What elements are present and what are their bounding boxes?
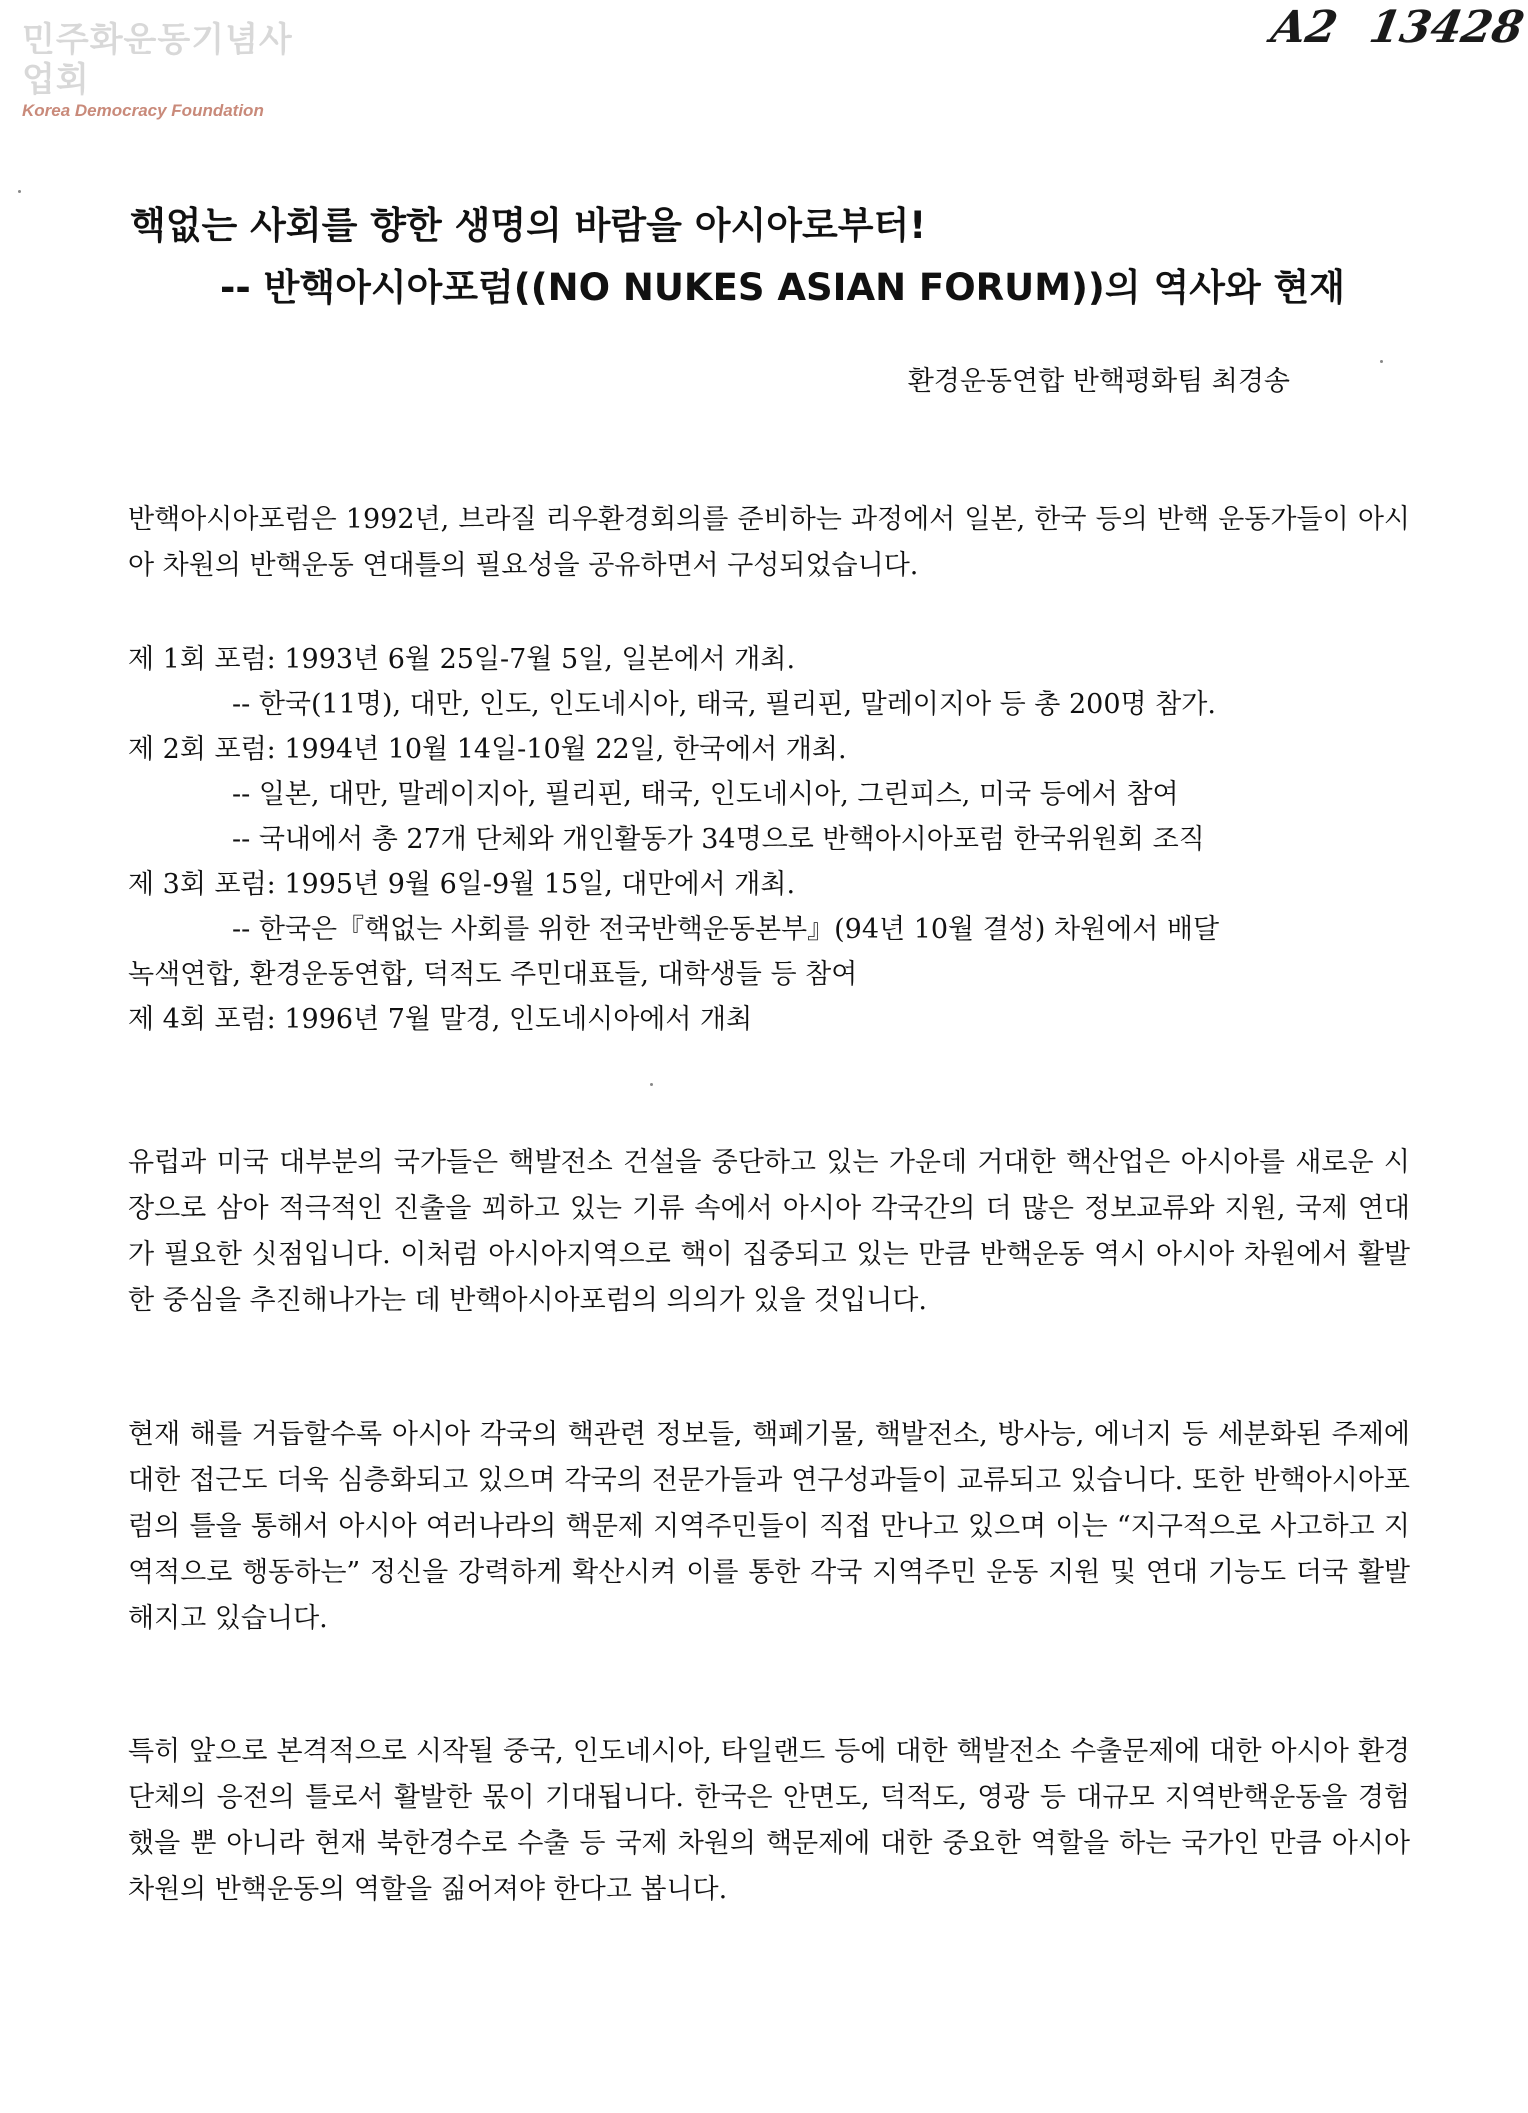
archive-stamp-number: 13428	[1365, 2, 1528, 53]
paragraph-text: 유럽과 미국 대부분의 국가들은 핵발전소 건설을 중단하고 있는 가운데 거대한 핵산업은 아시아를 새로운 시장으로 삼아 적극적인 진출을 꾀하고 있는 기류 속에서 아시아 각국간의 더 많은 정보교류와 지원, 국제 연대가 필요한 싯점입니다. 이처럼 아시아지역으로 핵이 집중되고 있는 만큼 반핵운동 역시 아시아 차원에서 활발한 중심을 추진해나가는 데 반핵아시아포럼의 의의가 있을 것입니다.	[128, 1147, 1410, 1316]
archive-stamp-prefix: A2	[1267, 2, 1342, 53]
intro-text: 반핵아시아포럼은 1992년, 브라질 리우환경회의를 준비하는 과정에서 일본, 한국 등의 반핵 운동가들이 아시아 차원의 반핵운동 연대틀의 필요성을 공유하면서 구성되었습니다.	[128, 504, 1410, 581]
author-line: 환경운동연합 반핵평화팀 최경송	[907, 366, 1290, 397]
intro-paragraph	[128, 497, 1410, 589]
forum-line: -- 한국은『핵없는 사회를 위한 전국반핵운동본부』(94년 10월 결성) 차원에서 배달	[232, 914, 1220, 945]
scan-speck	[1380, 360, 1383, 363]
body-paragraph-1	[128, 1140, 1410, 1324]
forum-line: -- 한국(11명), 대만, 인도, 인도네시아, 태국, 필리핀, 말레이지아 등 총 200명 참가.	[232, 689, 1216, 720]
forum-line: 제 2회 포럼: 1994년 10월 14일-10월 22일, 한국에서 개최.	[128, 734, 847, 765]
paragraph-text: 특히 앞으로 본격적으로 시작될 중국, 인도네시아, 타일랜드 등에 대한 핵발전소 수출문제에 대한 아시아 환경단체의 응전의 틀로서 활발한 몫이 기대됩니다. 한국은 안면도, 덕적도, 영광 등 대규모 지역반핵운동을 경험했을 뿐 아니라 현재 북한경수로 수출 등 국제 차원의 핵문제에 대한 중요한 역할을 하는 국가인 만큼 아시아 차원의 반핵운동의 역할을 짊어져야 한다고 봅니다.	[128, 1736, 1410, 1905]
forum-line: -- 일본, 대만, 말레이지아, 필리핀, 태국, 인도네시아, 그린피스, 미국 등에서 참여	[232, 779, 1179, 810]
watermark-org-korean: 민주화운동기념사업회	[22, 20, 293, 100]
watermark	[22, 20, 322, 122]
forum-line: 제 3회 포럼: 1995년 9월 6일-9월 15일, 대만에서 개최.	[128, 869, 796, 900]
watermark-org-english: Korea Democracy Foundation	[22, 101, 264, 120]
forum-line: 제 1회 포럼: 1993년 6월 25일-7월 5일, 일본에서 개최.	[128, 644, 796, 675]
body-paragraph-3	[128, 1729, 1410, 1913]
forum-line: 제 4회 포럼: 1996년 7월 말경, 인도네시아에서 개최	[128, 1004, 753, 1035]
body-paragraph-2	[128, 1412, 1410, 1642]
scan-speck	[18, 190, 21, 193]
forum-line: 녹색연합, 환경운동연합, 덕적도 주민대표들, 대학생들 등 참여	[128, 959, 858, 990]
forum-history-list	[128, 637, 1410, 1042]
paragraph-text: 현재 해를 거듭할수록 아시아 각국의 핵관련 정보들, 핵폐기물, 핵발전소, 방사능, 에너지 등 세분화된 주제에 대한 접근도 더욱 심층화되고 있으며 각국의 전문가들과 연구성과들이 교류되고 있습니다. 또한 반핵아시아포럼의 틀을 통해서 아시아 여러나라의 핵문제 지역주민들이 직접 만나고 있으며 이는 “지구적으로 사고하고 지역적으로 행동하는” 정신을 강력하게 확산시켜 이를 통한 각국 지역주민 운동 지원 및 연대 기능도 더국 활발해지고 있습니다.	[128, 1419, 1410, 1634]
forum-line: -- 국내에서 총 27개 단체와 개인활동가 34명으로 반핵아시아포럼 한국위원회 조직	[232, 824, 1205, 855]
document-subtitle: -- 반핵아시아포럼((NO NUKES ASIAN FORUM))의 역사와 현재	[220, 266, 1346, 309]
document-title: 핵없는 사회를 향한 생명의 바람을 아시아로부터!	[130, 204, 927, 247]
scan-speck	[650, 1083, 653, 1086]
